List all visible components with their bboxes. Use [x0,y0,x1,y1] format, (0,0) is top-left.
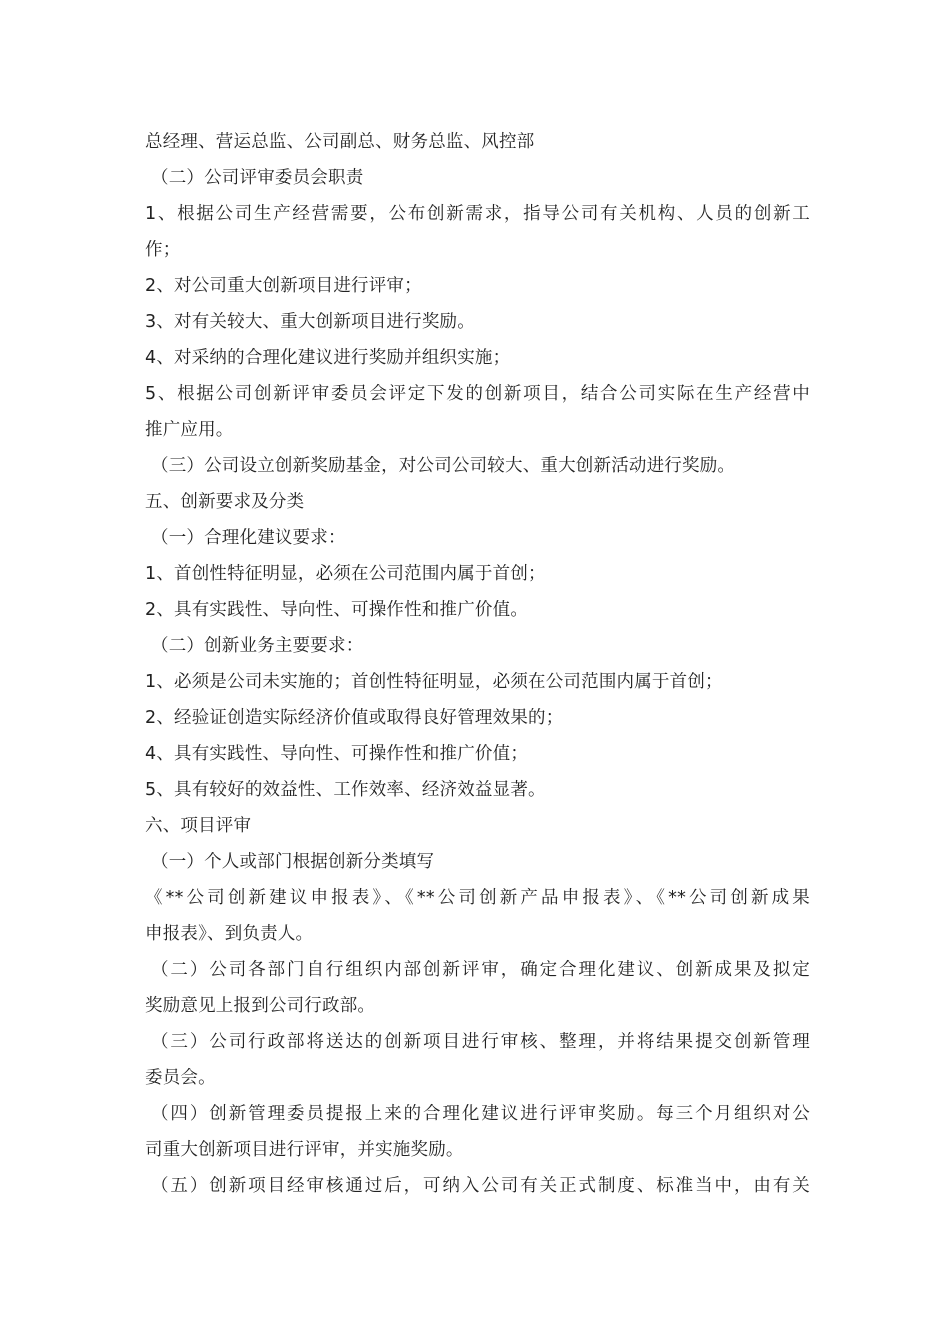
text-line-18: 4、具有实践性、导向性、可操作性和推广价值； [145,744,529,764]
section-heading: （一）个人或部门根据创新分类填写 [151,852,435,872]
text-line-26: （三）公司行政部将送达的创新项目进行审核、整理，并将结果提交创新管理 [151,1032,810,1052]
text-line-9: 推广应用。 [145,420,234,440]
chapter-heading: 六、项目评审 [145,816,252,836]
text-line-4: 作； [145,240,181,260]
text-line-23: 申报表》、到负责人。 [145,924,314,944]
text-line-5: 2、对公司重大创新项目进行评审； [145,276,422,296]
text-line-1: 总经理、营运总监、公司副总、财务总监、风控部 [145,132,535,152]
text-line-17: 2、经验证创造实际经济价值或取得良好管理效果的； [145,708,564,728]
section-heading: （三）公司设立创新奖励基金，对公司公司较大、重大创新活动进行奖励。 [151,456,736,476]
text-line-3: 1、根据公司生产经营需要，公布创新需求，指导公司有关机构、人员的创新工 [145,204,810,224]
text-line-19: 5、具有较好的效益性、工作效率、经济效益显著。 [145,780,546,800]
chapter-heading: 五、创新要求及分类 [145,492,305,512]
section-heading: （二）创新业务主要要求： [151,636,364,656]
section-heading: （一）合理化建议要求： [151,528,346,548]
text-line-27: 委员会。 [145,1068,216,1088]
text-line-30: （五）创新项目经审核通过后，可纳入公司有关正式制度、标准当中，由有关 [151,1176,810,1196]
document-body [145,124,810,1204]
text-line-16: 1、必须是公司未实施的；首创性特征明显，必须在公司范围内属于首创； [145,672,723,692]
text-line-24: （二）公司各部门自行组织内部创新评审，确定合理化建议、创新成果及拟定 [151,960,810,980]
text-line-6: 3、对有关较大、重大创新项目进行奖励。 [145,312,475,332]
text-line-29: 司重大创新项目进行评审，并实施奖励。 [145,1140,464,1160]
text-line-28: （四）创新管理委员提报上来的合理化建议进行评审奖励。每三个月组织对公 [151,1104,810,1124]
text-line-25: 奖励意见上报到公司行政部。 [145,996,376,1016]
section-heading: （二）公司评审委员会职责 [151,168,364,188]
text-line-13: 1、首创性特征明显，必须在公司范围内属于首创； [145,564,546,584]
text-line-8: 5、根据公司创新评审委员会评定下发的创新项目，结合公司实际在生产经营中 [145,384,810,404]
text-line-7: 4、对采纳的合理化建议进行奖励并组织实施； [145,348,511,368]
text-line-22: 《**公司创新建议申报表》、《**公司创新产品申报表》、《**公司创新成果 [145,888,810,908]
text-line-14: 2、具有实践性、导向性、可操作性和推广价值。 [145,600,529,620]
